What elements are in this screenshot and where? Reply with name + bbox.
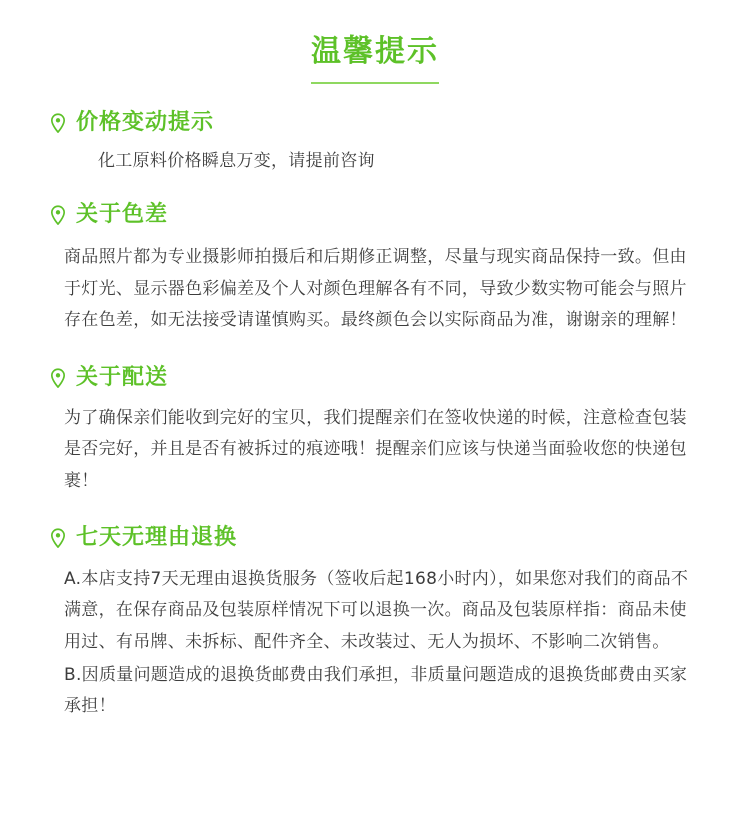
location-pin-icon — [48, 205, 68, 225]
title-divider — [311, 82, 439, 84]
section-body — [64, 242, 702, 336]
section-color-difference — [42, 202, 708, 337]
section-body — [64, 146, 702, 177]
page-title: 温馨提示 — [311, 34, 439, 69]
paragraph: B.因质量问题造成的退换货邮费由我们承担，非质量问题造成的退换货邮费由买家承担！ — [64, 664, 688, 717]
section-delivery — [42, 365, 708, 498]
location-pin-icon — [48, 368, 68, 388]
section-title: 价格变动提示 — [76, 110, 215, 135]
section-title: 七天无理由退换 — [76, 525, 238, 551]
section-header — [48, 365, 708, 391]
location-pin-icon — [48, 113, 68, 133]
section-body — [64, 564, 702, 723]
section-header — [48, 110, 708, 136]
section-seven-day-return — [42, 525, 708, 723]
paragraph: 化工原料价格瞬息万变，请提前咨询 — [98, 151, 375, 172]
paragraph: A.本店支持7天无理由退换货服务（签收后起168小时内），如果您对我们的商品不满意，在保存商品及包装原样情况下可以退换一次。商品及包装原样指：商品未使用过、有吊牌、未拆标、配件齐全、未改装过、无人为损坏、不影响二次销售。 — [64, 568, 689, 652]
location-pin-icon — [48, 528, 68, 548]
section-body — [64, 403, 702, 497]
section-header — [48, 202, 708, 228]
section-title: 关于色差 — [76, 201, 169, 227]
section-title: 关于配送 — [76, 364, 169, 390]
paragraph: 为了确保亲们能收到完好的宝贝，我们提醒亲们在签收快递的时候，注意检查包装是否完好，并且是否有被拆过的痕迹哦！提醒亲们应该与快递当面验收您的快递包裹！ — [64, 407, 687, 491]
section-price-change — [42, 110, 708, 178]
section-header — [48, 525, 708, 551]
paragraph: 商品照片都为专业摄影师拍摄后和后期修正调整，尽量与现实商品保持一致。但由于灯光、显示器色彩偏差及个人对颜色理解各有不同，导致少数实物可能会与照片存在色差，如无法接受请谨慎购买。最终颜色会以实际商品为准，谢谢亲的理解！ — [64, 247, 687, 331]
